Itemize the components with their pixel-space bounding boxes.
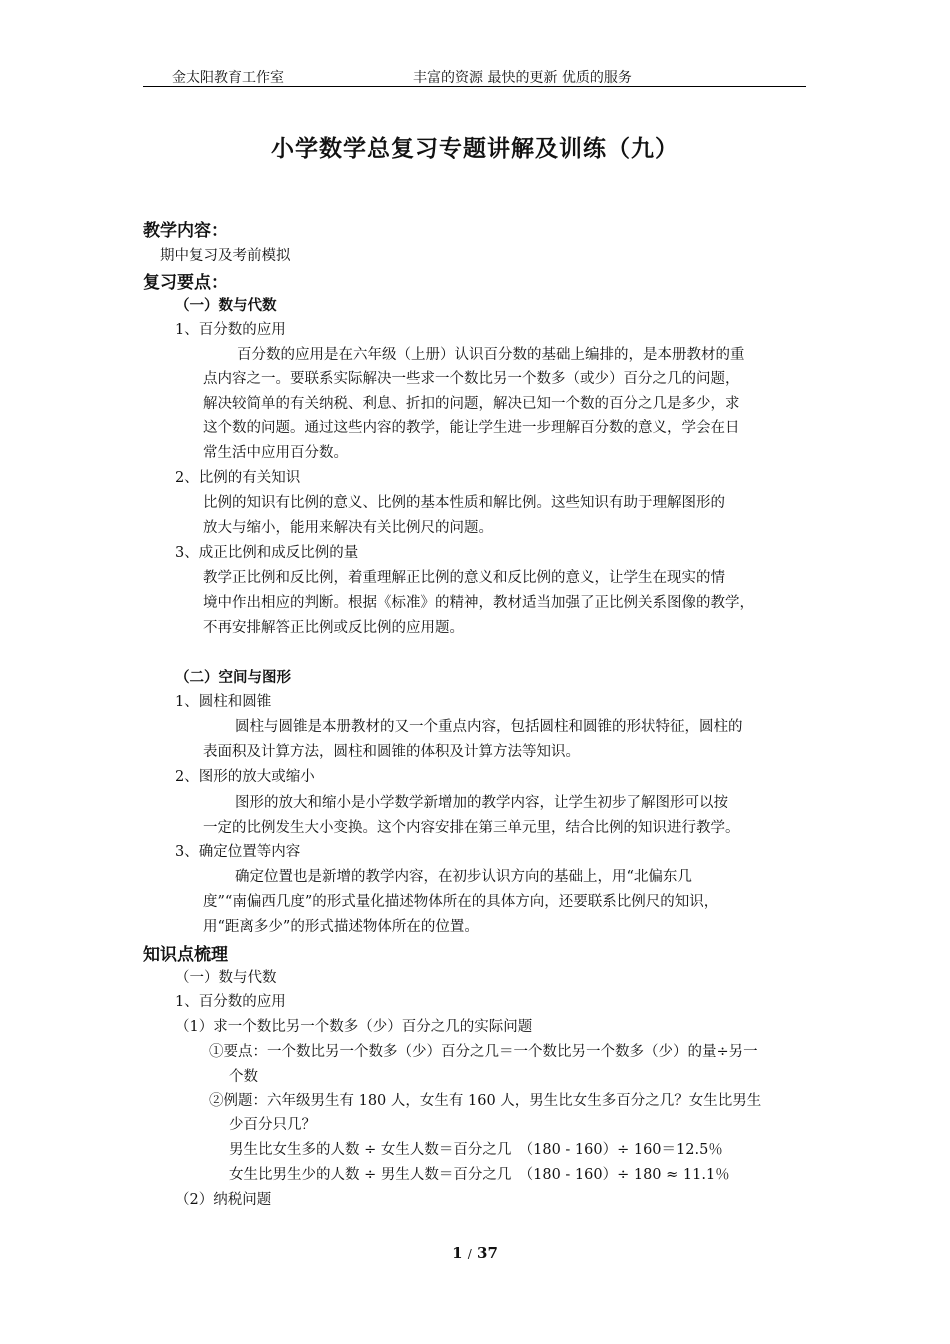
item-title: 1、百分数的应用 <box>175 994 286 1010</box>
calc-line: 女生比男生少的人数 ÷ 男生人数＝百分之几 （180 - 160）÷ 180 ≈ 11.1％ <box>229 1167 730 1183</box>
item-title: 3、成正比例和成反比例的量 <box>175 545 359 561</box>
question-title: （2）纳税问题 <box>175 1192 272 1208</box>
calc-line: 男生比女生多的人数 ÷ 女生人数＝百分之几 （180 - 160）÷ 160＝12.5％ <box>229 1142 723 1158</box>
item-title: 1、百分数的应用 <box>175 322 286 338</box>
header-left: 金太阳教育工作室 <box>172 70 284 86</box>
point-line: 个数 <box>229 1069 258 1085</box>
item-title: 2、图形的放大或缩小 <box>175 769 315 785</box>
point-line: ①要点：一个数比另一个数多（少）百分之几＝一个数比另一个数多（少）的量÷另一 <box>209 1044 758 1060</box>
sub-heading: （一）数与代数 <box>175 970 277 986</box>
para-line: 放大与缩小，能用来解决有关比例尺的问题。 <box>203 520 493 536</box>
header-rule <box>143 86 806 87</box>
para-line: 教学正比例和反比例，着重理解正比例的意义和反比例的意义，让学生在现实的情 <box>203 570 725 586</box>
page-current: 1 <box>452 1244 463 1262</box>
para-line: 这个数的问题。通过这些内容的教学，能让学生进一步理解百分数的意义，学会在日 <box>203 420 740 436</box>
example-line: 少百分只几？ <box>229 1117 316 1133</box>
section-heading-content: 教学内容： <box>143 221 228 241</box>
para-line: 不再安排解答正比例或反比例的应用题。 <box>203 620 464 636</box>
item-title: 2、比例的有关知识 <box>175 470 301 486</box>
para-line: 比例的知识有比例的意义、比例的基本性质和解比例。这些知识有助于理解图形的 <box>203 495 725 511</box>
para-line: 境中作出相应的判断。根据《标准》的精神，教材适当加强了正比例关系图像的教学， <box>203 595 754 611</box>
para-line: 解决较简单的有关纳税、利息、折扣的问题，解决已知一个数的百分之几是多少，求 <box>203 396 740 412</box>
subheading-space-shape: （二）空间与图形 <box>175 670 291 686</box>
para-line: 点内容之一。要联系实际解决一些求一个数比另一个数多（或少）百分之几的问题， <box>203 371 740 387</box>
para-line: 一定的比例发生大小变换。这个内容安排在第三单元里，结合比例的知识进行教学。 <box>203 820 740 836</box>
header-right: 丰富的资源 最快的更新 优质的服务 <box>413 70 632 86</box>
para-line: 百分数的应用是在六年级（上册）认识百分数的基础上编排的，是本册教材的重 <box>237 347 745 363</box>
page-title: 小学数学总复习专题讲解及训练（九） <box>271 136 679 162</box>
para-line: 表面积及计算方法，圆柱和圆锥的体积及计算方法等知识。 <box>203 744 580 760</box>
section-heading-review: 复习要点： <box>143 273 228 293</box>
para-line: 度”“南偏西几度”的形式量化描述物体所在的具体方向，还要联系比例尺的知识， <box>203 894 719 910</box>
subheading-number-algebra: （一）数与代数 <box>175 298 277 314</box>
example-line: ②例题：六年级男生有 180 人，女生有 160 人，男生比女生多百分之几？女生比男生 <box>209 1093 762 1109</box>
question-title: （1）求一个数比另一个数多（少）百分之几的实际问题 <box>175 1019 533 1035</box>
para-line: 用“距离多少”的形式描述物体所在的位置。 <box>203 919 479 935</box>
para-line: 确定位置也是新增的教学内容，在初步认识方向的基础上，用“北偏东几 <box>235 869 692 885</box>
para-line: 圆柱与圆锥是本册教材的又一个重点内容，包括圆柱和圆锥的形状特征，圆柱的 <box>235 719 743 735</box>
content-text: 期中复习及考前模拟 <box>160 248 291 264</box>
section-heading-knowledge: 知识点梳理 <box>143 945 228 965</box>
page-separator: / <box>467 1247 472 1261</box>
page-number <box>0 1244 950 1262</box>
page-total: 37 <box>477 1244 498 1262</box>
item-title: 3、确定位置等内容 <box>175 844 301 860</box>
para-line: 常生活中应用百分数。 <box>203 445 348 461</box>
item-title: 1、圆柱和圆锥 <box>175 694 272 710</box>
para-line: 图形的放大和缩小是小学数学新增加的教学内容，让学生初步了解图形可以按 <box>235 795 728 811</box>
